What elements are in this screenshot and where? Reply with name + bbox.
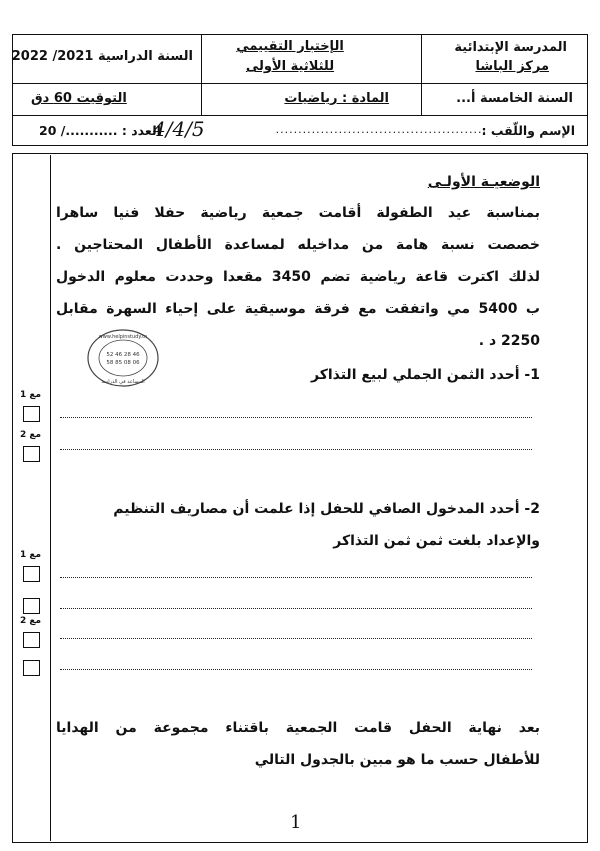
criterion-label: مع 1 (20, 390, 42, 400)
header-divider (13, 83, 587, 84)
page-number: 1 (290, 812, 302, 833)
question-1: 1- أحدد الثمن الجملي لبيع التذاكر (310, 367, 540, 383)
answer-line[interactable] (60, 608, 532, 609)
name-label: الإسم واللّقب : (481, 123, 575, 138)
closing-text-line: للأطفال حسب ما هو مبين بالجدول التالي (254, 752, 540, 768)
problem-text-line: 2250 د . (478, 333, 540, 349)
criterion-label: مع 2 (20, 430, 42, 440)
answer-line[interactable] (60, 638, 532, 639)
answer-line[interactable] (60, 577, 532, 578)
grade-label: السنة الخامسة أ... (456, 91, 573, 106)
school-year: السنة الدراسية 2021/ 2022 (11, 49, 193, 64)
problem-text-line: ب 5400 مي واتفقت مع فرقة موسيقية على إحياء السهرة مقابل (56, 301, 540, 317)
score-box[interactable] (23, 406, 40, 422)
score-box[interactable] (23, 446, 40, 462)
name-field[interactable]: ............................................... (275, 123, 487, 136)
trimester: للثلاثية الأولى (245, 59, 335, 74)
answer-line[interactable] (60, 449, 532, 450)
answer-line[interactable] (60, 669, 532, 670)
school-center: مركز الباشا (475, 59, 549, 74)
score-box[interactable] (23, 566, 40, 582)
closing-text-line: بعد نهاية الحفل قامت الجمعية باقتناء مجموعة من الهدايا (56, 720, 540, 736)
header-divider (13, 115, 587, 116)
criteria-sidebar (14, 155, 51, 841)
school-name: المدرسة الإبتدائية (454, 40, 567, 55)
stamp-phone: 58 85 08 06 (106, 360, 140, 366)
score-box[interactable] (23, 598, 40, 614)
score-box[interactable] (23, 660, 40, 676)
score-box[interactable] (23, 632, 40, 648)
stamp-arabic: المساعد في الدراسة (101, 379, 145, 385)
criterion-label: مع 1 (20, 550, 42, 560)
answer-line[interactable] (60, 417, 532, 418)
header-divider (421, 35, 422, 115)
stamp-phone: 52 46 28 46 (106, 352, 140, 358)
exam-body-frame (12, 153, 588, 843)
subject-label: المادة : رياضيات (284, 91, 389, 106)
problem-text-line: لذلك اكترت قاعة رياضية تضم 3450 مقعدا وحددت معلوم الدخول (56, 269, 540, 285)
criterion-label: مع 2 (20, 616, 42, 626)
handwritten-score: 4/4/5 (153, 117, 205, 141)
stamp-url: www.helpinstudy.tn (98, 334, 148, 340)
school-stamp (86, 328, 160, 388)
problem-text-line: بمناسبة عيد الطفولة أقامت جمعية رياضية حفلا فنيا ساهرا (56, 205, 540, 221)
duration-label: التوقيت 60 دق (31, 91, 127, 106)
exam-title: الإختبار التقييمي (236, 39, 344, 54)
score-label: العدد : .........../ 20 (39, 123, 161, 138)
header-table (12, 34, 588, 146)
section-title: الوضعيـة الأولـى (427, 174, 540, 190)
problem-text-line: خصصت نسبة هامة من مداخيله لمساعدة الأطفال المحتاجين . (56, 237, 540, 253)
question-2-line1: 2- أحدد المدخول الصافي للحفل إذا علمت أن مصاريف التنظيم (113, 501, 540, 517)
question-2-line2: والإعداد بلغت ثمن ثمن التذاكر (333, 533, 540, 549)
